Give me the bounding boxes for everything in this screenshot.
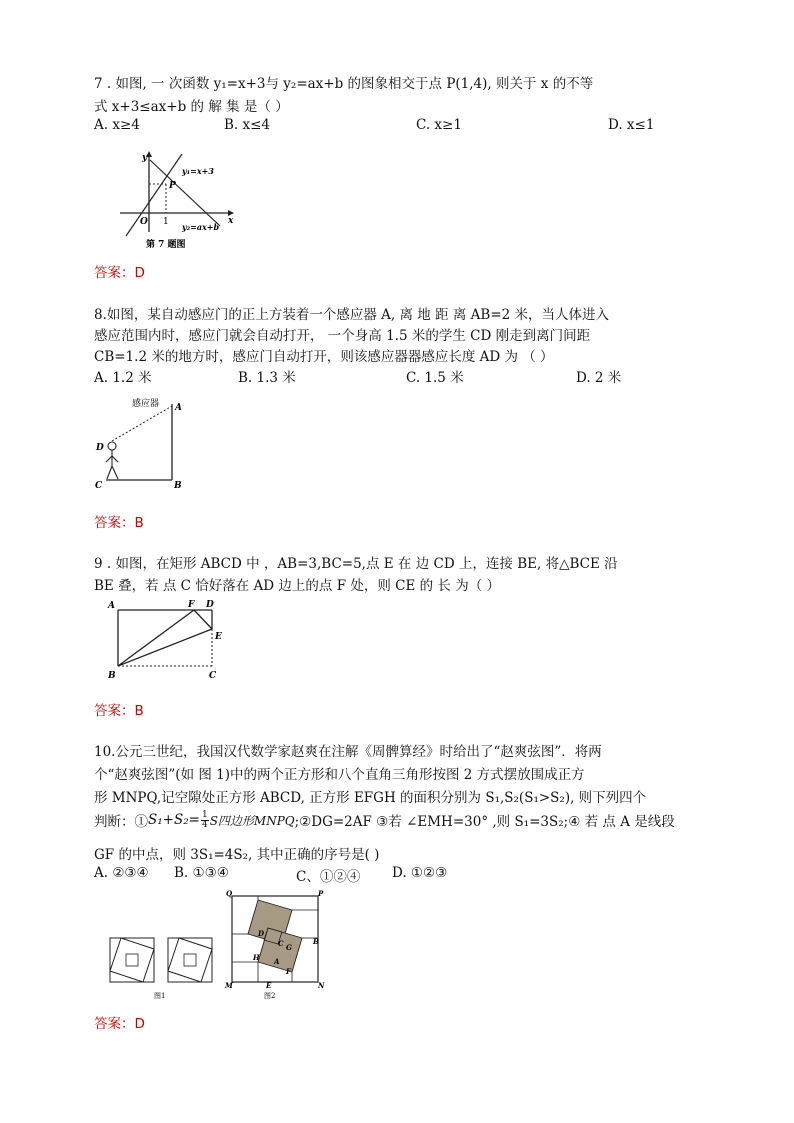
q10-fig1-left-inner-square <box>110 938 154 982</box>
q8-stem-line3: CB=1.2 米的地方时，感应门自动打开，则该感应器器感应长度 AD 为 （ ） <box>94 349 554 365</box>
q8-stem-line2: 感应范围内时，感应门就会自动打开， 一个身高 1.5 米的学生 CD 刚走到离门间距 <box>94 328 591 344</box>
q10-option-c: C、①②④ <box>296 869 361 885</box>
q10-label-h: H <box>253 953 260 962</box>
q10-fig1-left-center-square <box>126 954 138 966</box>
q8-label-c: C <box>95 481 103 491</box>
q10-option-b: B. ①③④ <box>174 865 229 881</box>
q9-label-e: E <box>215 632 222 642</box>
q7-line-y1 <box>126 154 182 236</box>
q10-stem-line2: 个“赵爽弦图”(如 图 1)中的两个正方形和八个直角三角形按图 2 方式摆放围成正方 <box>94 767 585 783</box>
q8-person-arm-right <box>112 456 118 462</box>
q10-label-e: E <box>266 981 272 990</box>
q10-figure1-diagram-right <box>168 938 212 982</box>
q10-judge1-lhs: S₁+S₂= <box>148 812 200 828</box>
q10-label-p: P <box>318 889 324 898</box>
q7-point-p-label: P <box>169 181 176 191</box>
q7-tick-label: 1 <box>163 217 169 227</box>
q10-judge1-rhs: S四边形MNPQ <box>209 813 295 828</box>
q8-option-a: A. 1.2 米 <box>94 370 152 386</box>
q8-label-b: B <box>174 481 182 491</box>
q8-person-leg-left <box>107 466 112 479</box>
q7-origin-label: O <box>140 217 148 227</box>
q10-judge-rest: ;②DG=2AF ③若 ∠EMH=30° ,则 S₁=3S₂;④ 若 点 A 是线段 <box>294 814 675 830</box>
q9-answer: 答案：B <box>94 703 144 719</box>
q9-label-d: D <box>206 600 214 610</box>
q9-figure <box>104 596 228 684</box>
q8-segment-ad <box>112 406 172 441</box>
q10-stem-line1: 10.公元三世纪，我国汉代数学家赵爽在注解《周髀算经》时给出了“赵爽弦图”．将两 <box>94 744 602 760</box>
q10-label-c: C <box>278 939 284 948</box>
q8-answer: 答案：B <box>94 515 144 531</box>
q8-label-a: A <box>175 403 182 413</box>
q8-option-c: C. 1.5 米 <box>406 370 464 386</box>
q8-label-d: D <box>96 443 104 453</box>
q7-option-b: B. x≤4 <box>224 117 271 133</box>
q9-segment-bf <box>118 610 194 666</box>
q7-line-y2-label: y₂=ax+b <box>182 222 220 232</box>
q10-fig1-right-inner-square <box>168 938 212 982</box>
q10-label-g: G <box>286 943 292 952</box>
q7-stem-line2: 式 x+3≤ax+b 的 解 集 是（ ） <box>94 99 289 115</box>
q10-fig1-right-center-square <box>184 954 196 966</box>
q10-option-d: D. ①②③ <box>392 865 448 881</box>
q10-stem-line5: GF 的中点，则 3S₁=4S₂, 其中正确的序号是( ) <box>94 847 380 863</box>
q10-stem-line3: 形 MNPQ,记空隙处正方形 ABCD, 正方形 EFGH 的面积分别为 S₁,S₂(S₁>S₂), 则下列四个 <box>94 790 647 806</box>
q9-stem-line2: BE 叠，若 点 C 恰好落在 AD 边上的点 F 处，则 CE 的 长 为（ ） <box>94 578 501 594</box>
q10-judge-label: 判断：① <box>94 814 148 830</box>
q10-label-f: F <box>286 967 291 976</box>
q10-label-q: Q <box>226 889 233 898</box>
q9-stem-line1: 9 . 如图，在矩形 ABCD 中 ，AB=3,BC=5,点 E 在 边 CD 上，连接 BE, 将△BCE 沿 <box>94 556 618 572</box>
q8-person-head <box>108 442 116 450</box>
q9-label-b: B <box>108 671 116 681</box>
q7-option-c: C. x≥1 <box>416 117 462 133</box>
q7-stem-line1: 7 . 如图, 一 次函数 y₁=x+3与 y₂=ax+b 的图象相交于点 P(1,4), 则关于 x 的不等 <box>94 76 594 92</box>
q8-person-leg-right <box>112 466 118 479</box>
q10-figure1-caption: 图1 <box>154 992 166 1000</box>
q10-answer: 答案：D <box>94 1016 145 1032</box>
q9-label-a: A <box>108 601 115 611</box>
q7-figure-caption: 第 7 题图 <box>146 240 186 250</box>
q10-fraction-denominator: 4 <box>201 819 208 830</box>
q10-label-m: M <box>225 981 233 990</box>
q7-x-label: x <box>228 216 234 226</box>
q7-option-a: A. x≥4 <box>94 117 140 133</box>
q9-segment-be <box>118 629 212 666</box>
q8-sensor-label: 感应器 <box>132 399 160 409</box>
q8-option-b: B. 1.3 米 <box>238 370 296 386</box>
q8-figure <box>92 394 202 492</box>
q9-label-f: F <box>188 600 195 610</box>
q10-label-b: B <box>313 937 319 946</box>
q10-label-n: N <box>318 981 325 990</box>
q8-person-arm-left <box>106 456 112 462</box>
q10-figure1 <box>108 936 216 1002</box>
q7-answer: 答案：D <box>94 265 145 281</box>
q10-fraction <box>201 811 209 830</box>
q10-figure2 <box>222 888 328 1000</box>
q7-option-d: D. x≤1 <box>608 117 655 133</box>
q10-fig1-right-outer-square <box>168 938 212 982</box>
q10-fraction-numerator: 1 <box>201 809 208 820</box>
q9-label-c: C <box>209 671 217 681</box>
q8-option-d: D. 2 米 <box>576 370 622 386</box>
q8-stem-line1: 8.如图，某自动感应门的正上方装着一个感应器 A, 离 地 距 离 AB=2 米，当人体进入 <box>94 307 610 323</box>
q10-option-a: A. ②③④ <box>94 865 149 881</box>
q10-fig1-left-outer-square <box>110 938 154 982</box>
q10-stem-line4 <box>94 810 675 830</box>
q10-figure2-caption: 图2 <box>264 992 276 1000</box>
q9-segment-fe <box>194 610 212 629</box>
q10-figure1-diagram-left <box>110 938 154 982</box>
q7-figure <box>116 148 240 250</box>
q7-line-y1-label: y₁=x+3 <box>182 166 214 176</box>
q10-label-d: D <box>258 929 265 938</box>
q10-label-a: A <box>274 957 280 966</box>
q7-y-label: y <box>142 153 148 163</box>
